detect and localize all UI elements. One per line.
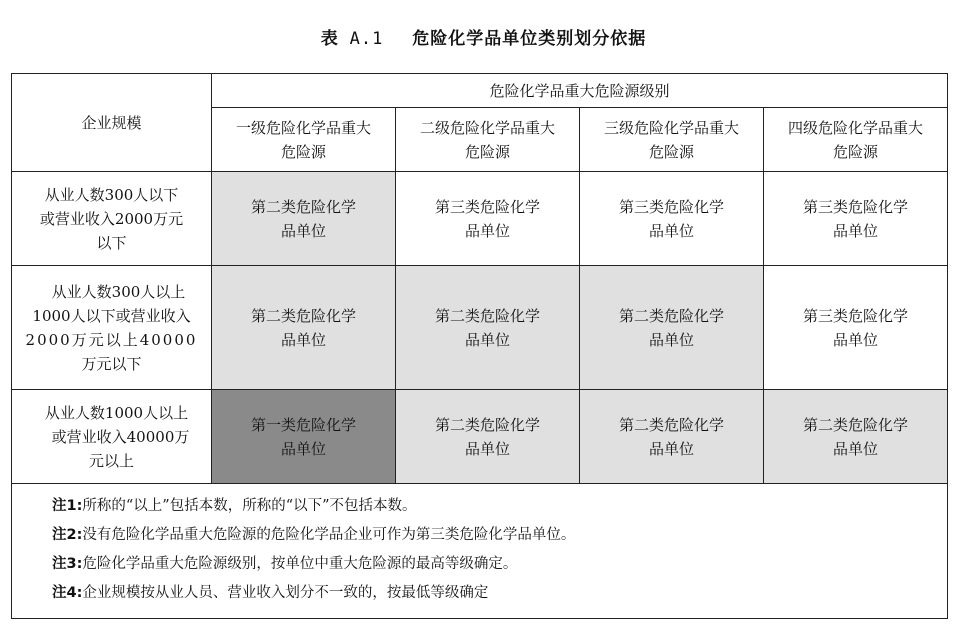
column-header: 一级危险化学品重大 危险源 xyxy=(212,108,396,172)
note-item xyxy=(52,579,947,608)
category-cell: 第二类危险化学 品单位 xyxy=(212,266,396,390)
column-header: 三级危险化学品重大 危险源 xyxy=(580,108,764,172)
note-label: 注2: xyxy=(52,527,83,543)
category-cell: 第三类危险化学 品单位 xyxy=(580,172,764,266)
category-cell: 第三类危险化学 品单位 xyxy=(396,172,580,266)
note-text: 企业规模按从业人员、营业收入划分不一致的，按最低等级确定 xyxy=(82,585,489,601)
category-cell: 第一类危险化学 品单位 xyxy=(212,390,396,484)
note-text: 危险化学品重大危险源级别，按单位中重大危险源的最高等级确定。 xyxy=(82,556,518,572)
scale-line: 1000人以下或营业收入 xyxy=(32,306,191,325)
scale-line: 2000万元以上40000 xyxy=(25,330,198,349)
note-item xyxy=(52,550,947,579)
category-cell: 第三类危险化学 品单位 xyxy=(764,266,948,390)
note-item xyxy=(52,492,947,521)
column-header: 四级危险化学品重大 危险源 xyxy=(764,108,948,172)
scale-line: 或营业收入2000万元 xyxy=(39,209,184,228)
category-cell: 第二类危险化学 品单位 xyxy=(396,390,580,484)
note-text: 所称的“以上”包括本数，所称的“以下”不包括本数。 xyxy=(82,498,417,514)
table-number: A.1 xyxy=(349,29,384,49)
scale-cell xyxy=(12,266,212,390)
scale-header: 企业规模 xyxy=(12,74,212,172)
hazard-level-group-header: 危险化学品重大危险源级别 xyxy=(212,74,948,108)
note-label: 注1: xyxy=(52,498,83,514)
scale-cell xyxy=(12,172,212,266)
scale-line: 元以上 xyxy=(88,451,134,470)
table-title-prefix: 表 xyxy=(320,29,339,49)
table-row xyxy=(12,266,948,390)
notes-cell xyxy=(12,484,948,619)
column-header: 二级危险化学品重大 危险源 xyxy=(396,108,580,172)
scale-line: 从业人数300人以上 xyxy=(51,282,186,301)
note-label: 注3: xyxy=(52,556,83,572)
scale-line: 从业人数1000人以上 xyxy=(44,403,189,422)
classification-table xyxy=(11,73,948,619)
table-title-text: 危险化学品单位类别划分依据 xyxy=(412,29,647,49)
category-cell: 第二类危险化学 品单位 xyxy=(764,390,948,484)
scale-line: 或营业收入40000万 xyxy=(51,427,190,446)
notes-row xyxy=(12,484,948,619)
scale-line: 万元以下 xyxy=(81,354,142,373)
category-cell: 第三类危险化学 品单位 xyxy=(764,172,948,266)
note-label: 注4: xyxy=(52,585,83,601)
scale-line: 以下 xyxy=(96,233,127,252)
note-item xyxy=(52,521,947,550)
table-title xyxy=(0,24,967,49)
category-cell: 第二类危险化学 品单位 xyxy=(212,172,396,266)
table-row xyxy=(12,390,948,484)
category-cell: 第二类危险化学 品单位 xyxy=(580,390,764,484)
category-cell: 第二类危险化学 品单位 xyxy=(580,266,764,390)
table-row xyxy=(12,172,948,266)
note-text: 没有危险化学品重大危险源的危险化学品企业可作为第三类危险化学品单位。 xyxy=(82,527,576,543)
scale-line: 从业人数300人以下 xyxy=(44,185,179,204)
scale-cell xyxy=(12,390,212,484)
category-cell: 第二类危险化学 品单位 xyxy=(396,266,580,390)
